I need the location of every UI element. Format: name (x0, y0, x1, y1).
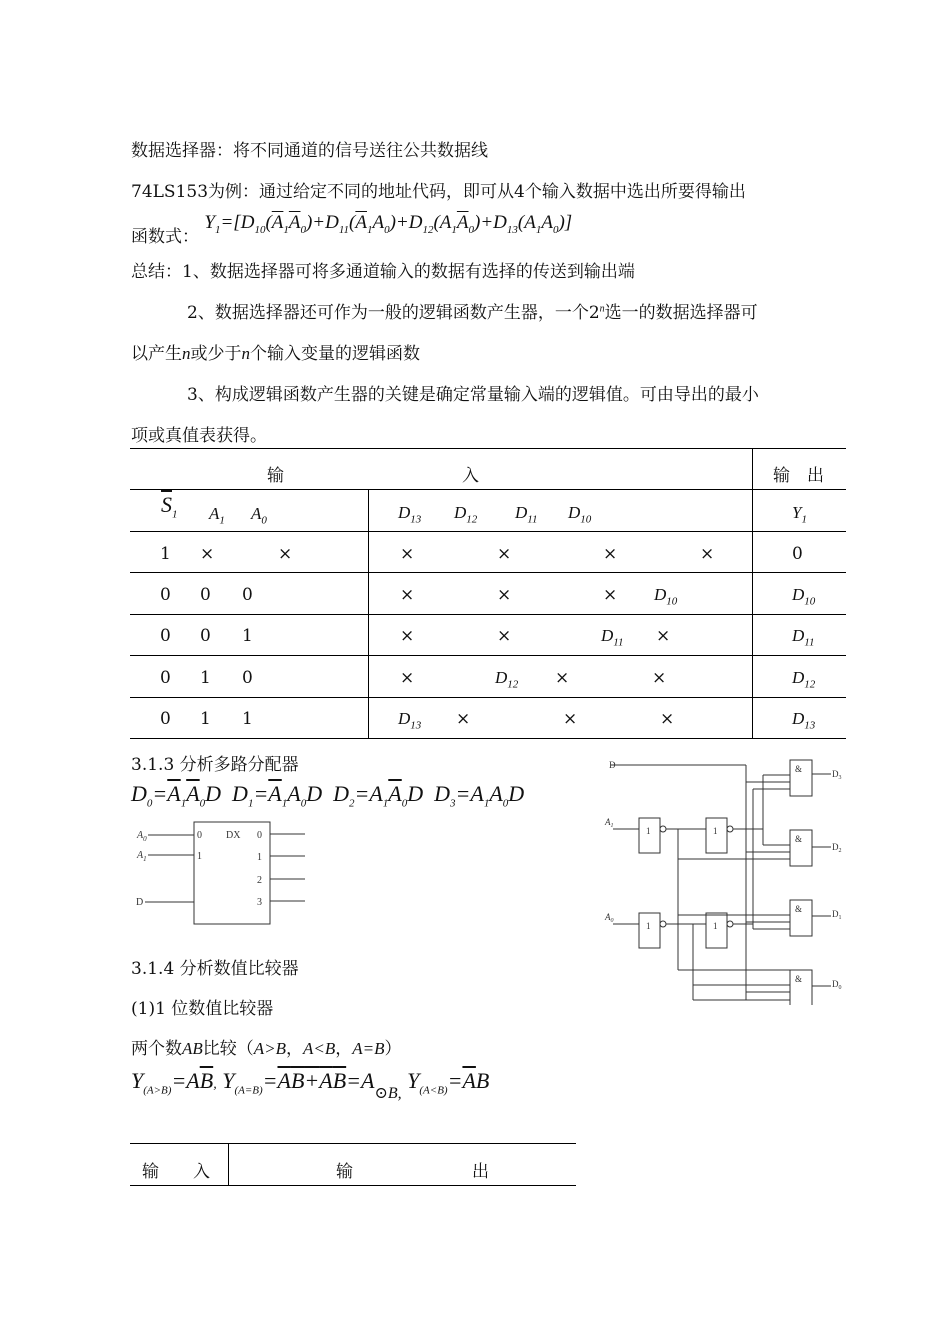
section-314: 3.1.4 分析数值比较器 (131, 959, 299, 979)
r1-d10: × (700, 544, 715, 564)
comparator-equations: $Y_{(A>B)}=A\overline{B}$, $Y_{(A=B)}=AB+AB=A_{⊙B,}$ $Y_{(A<B)}=\overline{A}B$ (131, 1068, 490, 1102)
r1-a1: × (200, 544, 215, 564)
section-313: 3.1.3 分析多路分配器 (131, 755, 299, 775)
col-d13: $D_{13}$ (398, 503, 422, 526)
table-header-in-left: 输 (267, 466, 284, 486)
gate-out-d3: $D_3$ (832, 769, 842, 781)
r3-y: $D_{11}$ (792, 626, 815, 649)
r3-a1: 0 (200, 626, 211, 646)
summary-2-cont: 以产生n或少于n个输入变量的逻辑函数 (131, 344, 420, 364)
r5-d10: × (660, 709, 675, 729)
r2-s: 0 (160, 585, 171, 605)
example-line: 74LS153为例：通过给定不同的地址代码，即可从4个输入数据中选出所要得输出 (131, 182, 746, 202)
dx-block-diagram (133, 818, 313, 928)
gate-label-d: D (609, 760, 616, 770)
function-formula (131, 208, 573, 247)
gate-and-3: & (795, 904, 803, 914)
col-a0: $A_0$ (251, 504, 267, 527)
gate-not-3: 1 (646, 921, 651, 931)
r1-d11: × (603, 544, 618, 564)
dx-out-3: 3 (257, 897, 262, 908)
gate-and-2: & (795, 834, 803, 844)
r4-d11: × (555, 668, 570, 688)
r2-a0: 0 (242, 585, 253, 605)
r1-y: 0 (792, 544, 803, 564)
demux-gate-circuit (603, 755, 848, 1005)
summary-3: 3、构成逻辑函数产生器的关键是确定常量输入端的逻辑值。可由导出的最小 (187, 385, 759, 405)
dx-out-0: 0 (257, 830, 262, 841)
col-s1: $\overline{S}_1$ (161, 492, 178, 521)
r3-d12: × (497, 626, 512, 646)
r4-a1: 1 (200, 668, 211, 688)
r5-s: 0 (160, 709, 171, 729)
gate-not-4: 1 (713, 921, 718, 931)
intro-line: 数据选择器：将不同通道的信号送往公共数据线 (131, 141, 488, 161)
gate-out-d0: $D_0$ (832, 979, 842, 991)
r3-d10: × (656, 626, 671, 646)
dx-label-d: D (136, 897, 144, 908)
r1-d12: × (497, 544, 512, 564)
r2-d12: × (497, 585, 512, 605)
gate-not-1: 1 (646, 826, 651, 836)
dx-title: DX (226, 830, 241, 841)
dx-in-0: 0 (197, 830, 202, 841)
dx-out-1: 1 (257, 852, 262, 863)
summary-2: 2、数据选择器还可作为一般的逻辑函数产生器，一个2$^n$选一的数据选择器可 (187, 303, 758, 323)
gate-out-d1: $D_1$ (832, 909, 842, 921)
r5-a1: 1 (200, 709, 211, 729)
r5-y: $D_{13}$ (792, 709, 816, 732)
summary-3-cont: 项或真值表获得。 (131, 426, 267, 446)
r5-d13: $D_{13}$ (398, 709, 422, 732)
gate-label-a1: $A_1$ (605, 817, 614, 829)
r2-d10: $D_{10}$ (654, 585, 678, 608)
comp-table-out: 输 出 (336, 1162, 489, 1182)
dx-label-a1: $A_1$ (137, 850, 147, 863)
gate-not-2: 1 (713, 826, 718, 836)
r4-s: 0 (160, 668, 171, 688)
r1-a0: × (278, 544, 293, 564)
r2-a1: 0 (200, 585, 211, 605)
summary-1: 总结：1、数据选择器可将多通道输入的数据有选择的传送到输出端 (131, 262, 635, 282)
r4-d13: × (400, 668, 415, 688)
table-header-out: 输 出 (773, 466, 824, 486)
demux-equations: $D_0=\overline{A}_1\overline{A}_0D$ $D_1=\overline{A}_1A_0D$ $D_2=A_1\overline{A}_0D$ $D_3=A_1A_0D$ (131, 781, 525, 810)
table-header-in-right: 入 (462, 466, 479, 486)
r4-a0: 0 (242, 668, 253, 688)
sub-1bit-comparator: (1)1 位数值比较器 (131, 999, 274, 1019)
gate-out-d2: $D_2$ (832, 842, 842, 854)
dx-in-1: 1 (197, 851, 202, 862)
comp-table-in: 输 入 (142, 1162, 210, 1182)
r2-d13: × (400, 585, 415, 605)
compare-line: 两个数AB比较（A>B，A<B，A=B） (131, 1039, 402, 1059)
r3-d11: $D_{11}$ (601, 626, 624, 649)
r3-a0: 1 (242, 626, 253, 646)
r4-d12: $D_{12}$ (495, 668, 519, 691)
col-a1: $A_1$ (209, 504, 225, 527)
r1-s: 1 (160, 544, 171, 564)
dx-out-2: 2 (257, 875, 262, 886)
r1-d13: × (400, 544, 415, 564)
col-d12: $D_{12}$ (454, 503, 478, 526)
gate-and-4: & (795, 974, 803, 984)
r5-d12: × (456, 709, 471, 729)
col-d10: $D_{10}$ (568, 503, 592, 526)
y1-formula: $Y_1=[D_{10}(\overline{A}_1\overline{A}_0)+D_{11}(\overline{A}_1A_0)+D_{12}(A_1\overline{A}_0)+D_{13}(A_1A_0)]$ (204, 212, 573, 236)
r3-d13: × (400, 626, 415, 646)
dx-label-a0: $A_0$ (137, 830, 147, 843)
gate-label-a0: $A_0$ (605, 912, 614, 924)
r5-a0: 1 (242, 709, 253, 729)
r2-y: $D_{10}$ (792, 585, 816, 608)
gate-and-1: & (795, 764, 803, 774)
r4-d10: × (652, 668, 667, 688)
r2-d11: × (603, 585, 618, 605)
col-d11: $D_{11}$ (515, 503, 538, 526)
truth-table-153 (130, 448, 846, 740)
r5-d11: × (563, 709, 578, 729)
function-label: 函数式： (131, 227, 199, 247)
r3-s: 0 (160, 626, 171, 646)
col-y1: $Y_1$ (792, 503, 807, 526)
r4-y: $D_{12}$ (792, 668, 816, 691)
